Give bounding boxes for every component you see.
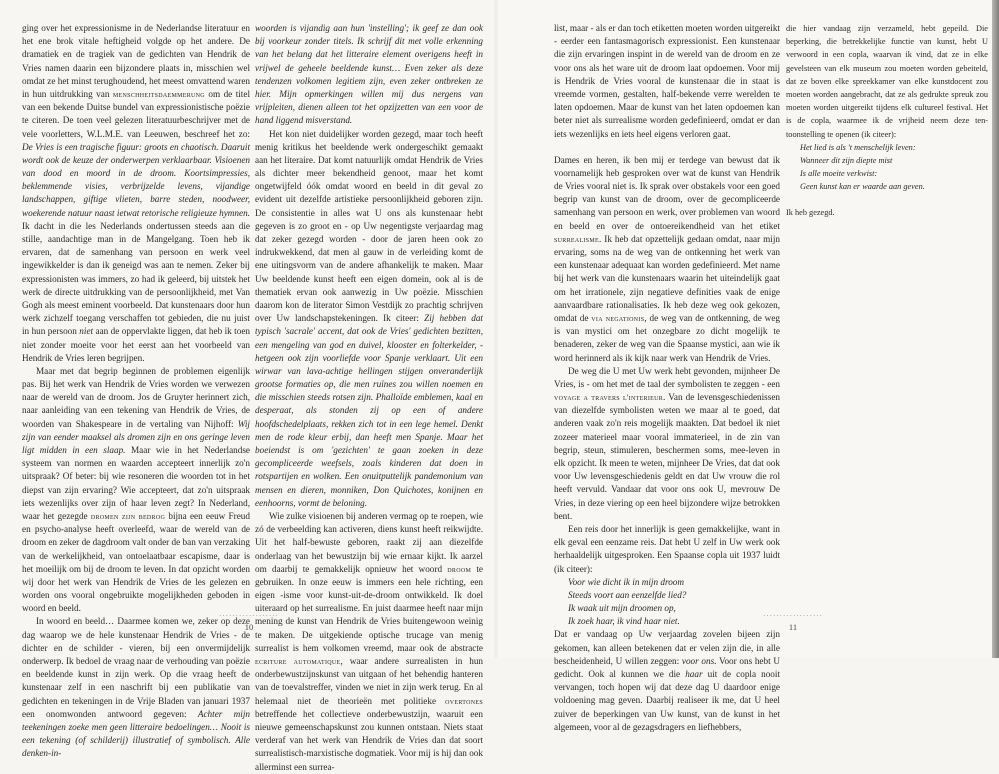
quotation: Wij zijn van eender maaksel als dromen zijn en ons geringe leven ligt midden in een slaap. bbox=[22, 418, 250, 455]
page-number: 10 bbox=[244, 622, 254, 632]
verse-line: Wanneer dit zijn diepte mist bbox=[800, 155, 893, 165]
small-caps-term: voyage a travers l'interieur bbox=[554, 393, 664, 403]
paragraph bbox=[255, 510, 483, 774]
text: list, maar - als er dan toch etiketten moeten worden uitgereikt - eerder een fantasmagorisch expressionist. Een kunstenaar die zijn ervaringen inspint in de wereld van de droom en ze voor ons als het ware uit de droom laat opdoemen. Voor mij is Hendrik de Vries vooral de kunstenaar die in staat is vreemde vormen, gestalten, half-bekende verre werelden te laten opdoemen. Maar de kunst van het laten opdoemen kan beter niet als surrealisme worden gedefinieerd, omdat er dan iets wezenlijks en iets heel eigens verloren gaat. bbox=[554, 23, 780, 139]
paragraph bbox=[554, 22, 780, 141]
text: bijna een eeuw Freud en psycho-analyse heeft overleefd, waar de wereld van de droom en zeker de dagdroom valt onder de ban van verzaking van de werkelijkheid, van ontoelaatbaar escapisme, daar is het moeilijk om bij de droom te leven. In dat opzicht worden wij door het werk van Hendrik de Vries de les gelezen en worden ons vooral ongebruikte mogelijkheden geboden in woord en beeld. bbox=[22, 510, 250, 614]
text: De weg die U met Uw werk hebt gevonden, mijnheer De Vries, is - om het met de taal der symbolisten te zeggen - een bbox=[554, 365, 780, 389]
quotation: Achter mijn teekeningen zoeke men geen litteraire bedoelingen… Nooit is een tekening (of schilderij) illustratief of symbolisch. Alle denken-in- bbox=[22, 708, 250, 759]
text: Ik heb gezegd. bbox=[786, 208, 835, 218]
text: betreffende het collectieve onderbewustzijn, waaruit een nieuwe gemeenschapskunst zou kunnen ontstaan. Niets staat verderaf van het werk van Hendrik de Vries dan dat soort surrealistisch-marxistische dogmatiek. Voor mij is hij dan ook allerminst een surrea- bbox=[255, 708, 483, 772]
right-page-column-2 bbox=[786, 22, 988, 220]
folio-rule: ·················· bbox=[219, 612, 279, 620]
small-caps-term: ecriture automatique bbox=[255, 657, 341, 666]
text: In woord en beeld… Daarmee komen we, zeker op deze dag waarop we de hele kunstenaar Hendrik de Vries - de dichter en de schilder - vieren, bij een onvermijdelijk onderwerp. Ik bedoel de vraag naar de verhouding van poëzie en beeldende kunst in zijn werk. Op die vraag heeft de kunstenaar zelf in een naschrift bij een publikatie van gedichten en tekeningen in de Vrije Bladen van januari 1937 een onomwonden antwoord gegeven: bbox=[22, 616, 250, 719]
paragraph bbox=[22, 22, 250, 365]
verse-line: Voor wie dicht ik in mijn droom bbox=[568, 576, 685, 587]
verse-line: Is alle moeite verkwist: bbox=[800, 169, 878, 179]
text: Een reis door het innerlijk is geen gemakkelijke, want in elk geval een eenzame reis. Dat hebt U zelf in Uw werk ook herhaaldelijk uitgesproken. Een Spaanse copla uit 1937 luidt (ik citeer): bbox=[554, 523, 780, 574]
verse-line: Geen kunst kan er waarde aan geven. bbox=[800, 182, 925, 192]
right-page-column-1 bbox=[554, 22, 780, 734]
paragraph bbox=[554, 628, 780, 734]
left-page-column-2 bbox=[255, 22, 483, 774]
text: Maar met dat begrip beginnen de problemen eigenlijk pas. Bij het werk van Hendrik de Vries worden we verwezen naar de wereld van de droom. Jos de Gruyter herinnert zich, naar aanleiding van een tekening van Hendrik de Vries, de woorden van Shakespeare in de vertaling van Nijhoff: bbox=[22, 365, 250, 429]
verse-line: Steeds voort aan eenzelfde lied? bbox=[568, 589, 687, 600]
book-gutter bbox=[494, 0, 498, 658]
text: . Van de levensgeschiedenissen van diezelfde symbolisten weten we maar al te goed, dat anderen vaak zo'n reis mogelijk maakten. Dat bedoel ik niet zozeer materieel maar vooral immaterieel, in de zin van begrip, steun, stimuleren, beschermen soms, mee-leven in elk opzicht. Ik meen te weten, mijnheer De Vries, dat dat ook voor Uw levensgeschiedenis geldt en dat Uw vrouw die rol heeft vervuld. Vandaar dat voor ons ook U, mevrouw De Vries, in deze viering op een heel bijzondere wijze betrokken bent. bbox=[554, 392, 780, 521]
page-number-right bbox=[758, 612, 828, 632]
small-caps-term: menschheitsdaemmerung bbox=[112, 89, 205, 99]
small-caps-term: via negationis bbox=[591, 313, 645, 323]
text: om de titel van een bekende Duitse bundel van expressionistische poëzie te citeren. De toen veel gelezen literatuurbeschrijver met de vele voorletters, W.L.M.E. van Leeuwen, beschreef het zo: bbox=[22, 88, 250, 139]
closing-line bbox=[786, 206, 988, 219]
text: , waar andere surrealisten in hun onderbewustzijnskunst van uitgaan of het behendig hanteren van de toevalstreffer, vinden we niet in zijn werk terug. En al helemaal niet de theorieën met politieke bbox=[255, 656, 484, 706]
text: Wie zulke visioenen bij anderen vermag op te roepen, wie zó de verbeelding kan activeren, diens kunst heeft reikwijdte. Uit het half-bewuste geboren, raakt zij aan diezelfde onderlaag van het bewustzijn bij wie ernaar kijkt. Ik aarzel om daarbij te gemakkelijk opnieuw het woord bbox=[255, 510, 483, 574]
page-number-left bbox=[214, 612, 284, 632]
small-caps-term: surrealisme bbox=[554, 234, 599, 244]
verse-line: Ik zoek haar, ik vind haar niet. bbox=[568, 616, 680, 627]
text: aan de oppervlakte liggen, dat heb ik toen niet zonder moeite voor het eerst aan het voorbeeld van Hendrik de Vries leren begrijpen. bbox=[22, 326, 250, 363]
small-caps-term: droom bbox=[447, 564, 472, 574]
paragraph bbox=[554, 523, 780, 576]
text: die hier vandaag zijn verzameld, hebt gepeild. Die beperking, die betrekkelijke functie van kunst, hebt U verwoord in een copla, waarvan ik vind, dat ze in elke gevelsteen van elk museum zou moeten worden gebeiteld, dat ze boven elke spreekkamer van elke kunstdocent zou moeten worden aangebracht, dat ze als gedrukte spreuk zou moeten worden uitgereikt tijdens elk cultureel festival. Het is de copla, waarmee ik de vrijheid neem deze tentoonstelling te openen (ik citeer): bbox=[786, 24, 988, 139]
left-page-column-1 bbox=[22, 22, 250, 761]
verse-line: Ik waak uit mijn droomen op, bbox=[568, 603, 676, 614]
verse-line: Het lied is als 't menschelijk leven: bbox=[800, 142, 916, 152]
quotation: De Vries is een tragische figuur: groots en chaotisch. Daaruit wordt ook de keuze der onderwerpen verklaarbaar. Visioenen van dood en moord in de droom. Koortsimpressies, beklemmende visies, verbrijzelde levens, vijandige landschappen, giftige vlieten, barre steden, noodweer, woekerende natuur naast ietwat retorische religieuze hymnen. bbox=[22, 141, 250, 218]
quotation: woorden is vijandig aan hun 'instelling'; ik geef ze dan ook bij voorkeur zonder titels. Ik schrijf dit met volle erkenning van het belang dat het litteraire element overigens heeft in vrijwel de geheele beeldende kunst… Even zeker als deze tendenzen volkomen legitiem zijn, even zeker ontbreken ze hier. Mijn opmerkingen willen mij dus nergens van vrijpleiten, dienen alleen tot het opzijzetten van een voor de hand liggend misverstand. bbox=[255, 23, 483, 126]
paragraph bbox=[22, 365, 250, 616]
emphasis: voor ons bbox=[681, 655, 715, 666]
text: te gebruiken. In onze eeuw is immers een hele richting, een eigen -isme voor kunst-uit-de-droom ontwikkeld. Ik doel uiteraard op het surrealisme. En juist daarmee heeft naar mijn mening de kunst van Hendrik de Vries buitengewoon weinig te maken. De uitgekiende optische trucage van menig surrealist is hem volkomen vreemd, maar ook de abstracte bbox=[255, 563, 483, 653]
verse-quotation bbox=[554, 576, 780, 629]
small-caps-term: dromen zijn bedrog bbox=[90, 511, 166, 521]
text: . Ik heb dat opzettelijk gedaan omdat, naar mijn ervaring, soms na de weg van de ontkenning het werk van een kunstenaar adequaat kan worden gedefinieerd. Met name bij het werk van die kunstenaars waarin het uiteindelijk gaat om het irrationele, zijn negatieve definities vaak de enige aanvaardbare rationalisaties. Ik heb deze weg ook gekozen, omdat de bbox=[554, 233, 780, 323]
paragraph bbox=[22, 615, 250, 760]
emphasis: haar bbox=[685, 669, 703, 679]
verse-quotation bbox=[786, 141, 988, 194]
text: . Voor ons hebt U gedicht. Ook al kunnen we die bbox=[554, 655, 780, 679]
paragraph bbox=[554, 154, 780, 365]
text: Dames en heren, ik ben mij er terdege van bewust dat ik voornamelijk heb gesproken over wat de kunst van Hendrik de Vries vooral niet is. Ik sprak over obstakels voor een goed begrip van kunst van de droom, over de gecompliceerde samenhang van persoon en werk, over problemen van woord en beeld en over de ontoereikendheid van het etiket bbox=[554, 154, 780, 231]
text: ging over het expressionisme in de Nederlandse literatuur en het ene brok vitale heftigheid volgde op het andere. De dramatiek en de tragiek van de gedichten van Hendrik de Vries namen daarin een bijzondere plaats in, misschien wel omdat ze het minst terughoudend, het meest omvattend waren in hun uitdrukking van bbox=[22, 23, 250, 99]
small-caps-term: overtones bbox=[445, 696, 483, 706]
quotation: Zij hebben dat typisch 'sacrale' accent, dat ook de Vries' gedichten bezitten, een mengeling van god en duivel, klooster en folterkelder, - hetgeen ook zijn voorliefde voor Spanje verklaart. Uit een wirwar van lava-achtige hellingen stijgen onveranderlijk grootse formaties op, die men ruïnes zou willen noemen en die misschien steeds rotsen zijn. Phalloïde emblemen, kaal en desperaat, als stonden zij op een of andere hoofdschedelplaats, rekken zich tot in een lege hemel. Denkt men de rode kleur erbij, dan heeft men Spanje. Maar het boeiendst is om 'gezichten' te gaan zoeken in deze gecompliceerde weefsels, zoals kinderen dat doen in rotspartijen en wolken. Een onuitputtelijk pandemonium van mensen en dieren, monniken, Don Quichotes, konijnen en eenhoorns, vormt de beloning. bbox=[255, 313, 483, 508]
paragraph bbox=[554, 365, 780, 523]
paragraph bbox=[255, 22, 483, 128]
paragraph bbox=[255, 128, 483, 510]
folio-rule: ·················· bbox=[763, 612, 823, 620]
text: Ik dacht in die les Nederlands ondertussen steeds aan die stille, aandachtige man in de Mangelgang. Toen heb ik ervaren, dat de samenhang van persoon en werk veel ingewikkelder is dan ik geneigd was aan te nemen. Zeker bij expressionisten was immers, zo had ik geleerd, bij uitstek het werk de directe uitdrukking van de persoonlijkheid, met Van Gogh als meest eminent voorbeeld. Dat kunstenaars door hun werk zichzelf toegang verschaffen tot gebieden, die nu juist in hun persoon bbox=[22, 220, 250, 337]
paragraph bbox=[786, 22, 988, 141]
text: Het kon niet duidelijker worden gezegd, maar toch heeft menig kritikus het beeldende werk ondergeschikt gemaakt aan het literaire. Dat komt natuurlijk omdat Hendrik de Vries als dichter meer bekendheid genoot, maar het komt ongetwijfeld óók omdat woord en beeld in dit geval zo evident uit dezelfde artistieke persoonlijkheid geboren zijn. De consistentie in alles wat U ons als kunstenaar hebt gegeven is zo groot en - op Uw negentigste verjaardag mag dat zeker gezegd worden - door de jaren heen ook zo indrukwekkend, dat men al gauw in de verleiding komt de ene uitingsvorm van de andere afhankelijk te maken. Maar Uw beeldende kunst heeft een eigen domein, ook al is de thematiek ervan ook aanwezig in Uw poëzie. Misschien daarom kon de literator Simon Vestdijk zo prachtig schrijven over Uw landschapstekeningen. Ik citeer: bbox=[255, 128, 483, 324]
text: uit de copla nooit vervangen, toch hopen wij dat deze dag U daardoor enige voldoening mag geven. Daarbij realiseer ik me, dat U heel zuiver de beperkingen van Uw kunst, van de kunst in het algemeen, voor al de gezagsdragers en liefhebbers, bbox=[554, 669, 780, 732]
scan-edge bbox=[992, 0, 999, 658]
emphasis: niet bbox=[79, 326, 94, 337]
page-number: 11 bbox=[788, 622, 798, 632]
text: Dat er vandaag op Uw verjaardag zovelen bijeen zijn gekomen, kan alleen betekenen dat er velen zijn die, in alle bescheidenheid, U willen zeggen: bbox=[554, 629, 780, 666]
text: Maar wie in het Nederlandse systeem van normen en waarden accepteert innerlijk zo'n uitspraak? Of beter: bij wie resoneren die woorden tot in het diepst van zijn ervaring? Wie accepteert, dat zo'n uitspraak iets wezenlijks over zijn of haar leven zegt? In Nederland, waar het gezegde bbox=[22, 445, 251, 521]
text: , de weg van de ontkenning, de weg is van mystici om het onzegbare zo dicht mogelijk te benaderen, zeker de weg van die Spaanse mystici, aan wie ik word herinnerd als ik kijk naar werk van Hendrik de Vries. bbox=[554, 312, 780, 363]
